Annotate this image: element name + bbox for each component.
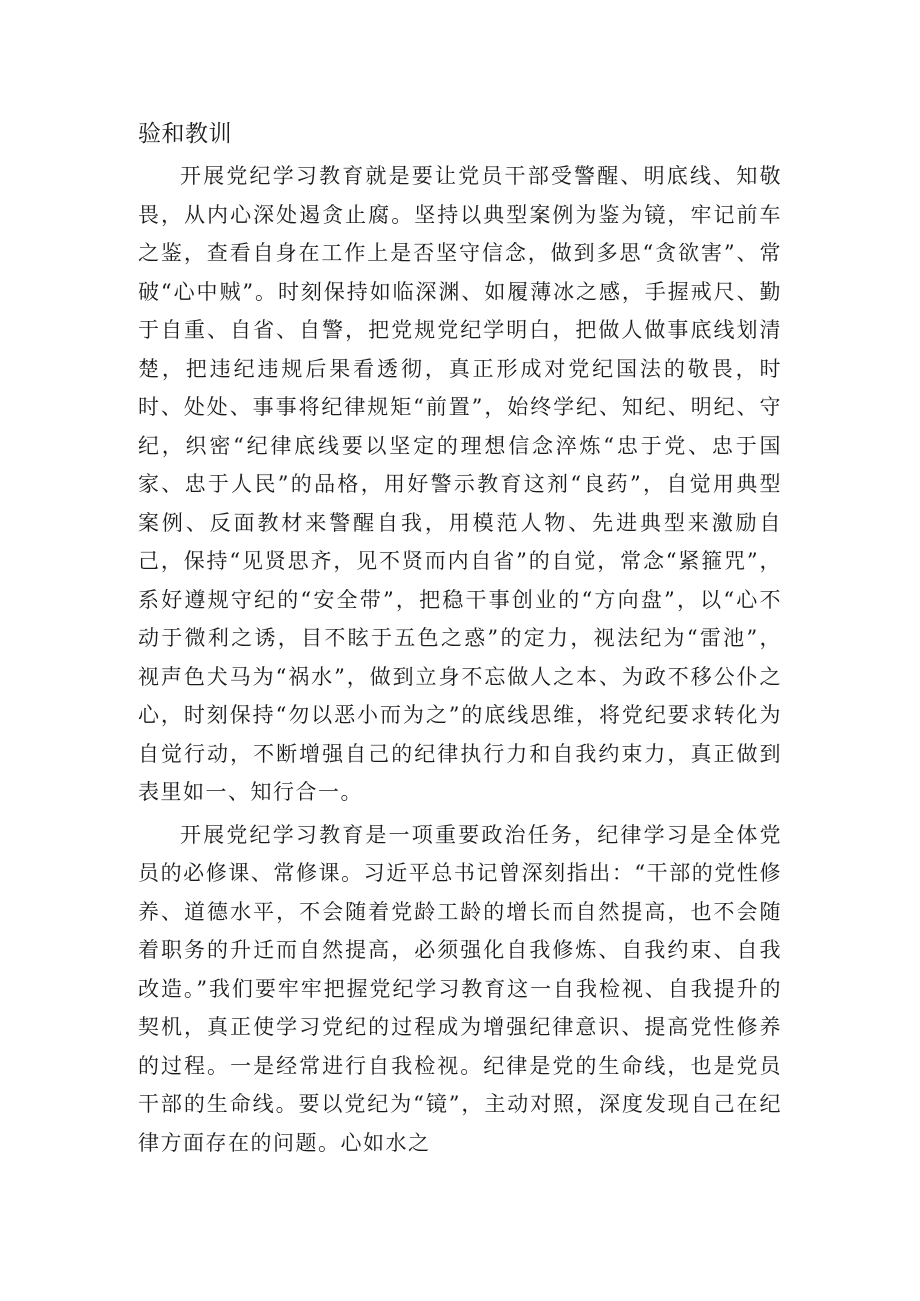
document-body: [138, 112, 782, 1162]
section-heading-fragment: 验和教训: [138, 121, 232, 147]
body-paragraph-1: 开展党纪学习教育就是要让党员干部受警醒、明底线、知敬畏，从内心深处遏贪止腐。坚持以典型案例为鉴为镜，牢记前车之鉴，查看自身在工作上是否坚守信念，做到多思“贪欲害”、常破“心中贼”。时刻保持如临深渊、如履薄冰之感，手握戒尺、勤于自重、自省、自警，把党规党纪学明白，把做人做事底线划清楚，把违纪违规后果看透彻，真正形成对党纪国法的敬畏，时时、处处、事事将纪律规矩“前置”，始终学纪、知纪、明纪、守纪，织密“纪律底线要以坚定的理想信念淬炼“忠于党、忠于国家、忠于人民”的品格，用好警示教育这剂“良药”，自觉用典型案例、反面教材来警醒自我，用模范人物、先进典型来激励自己，保持“见贤思齐，见不贤而内自省”的自觉，常念“紧箍咒”，系好遵规守纪的“安全带”，把稳干事创业的“方向盘”，以“心不动于微利之诱，目不眩于五色之惑”的定力，视法纪为“雷池”，视声色犬马为“祸水”，做到立身不忘做人之本、为政不移公仆之心，时刻保持“勿以恶小而为之”的底线思维，将党纪要求转化为自觉行动，不断增强自己的纪律执行力和自我约束力，真正做到表里如一、知行合一。: [138, 164, 782, 804]
body-paragraph-2: 开展党纪学习教育是一项重要政治任务，纪律学习是全体党员的必修课、常修课。习近平总书记曾深刻指出：“干部的党性修养、道德水平，不会随着党龄工龄的增长而自然提高，也不会随着职务的升迁而自然提高，必须强化自我修炼、自我约束、自我改造。”我们要牢牢把握党纪学习教育这一自我检视、自我提升的契机，真正使学习党纪的过程成为增强纪律意识、提高党性修养的过程。一是经常进行自我检视。纪律是党的生命线，也是党员干部的生命线。要以党纪为“镜”，主动对照，深度发现自己在纪律方面存在的问题。心如水之: [138, 822, 782, 1155]
